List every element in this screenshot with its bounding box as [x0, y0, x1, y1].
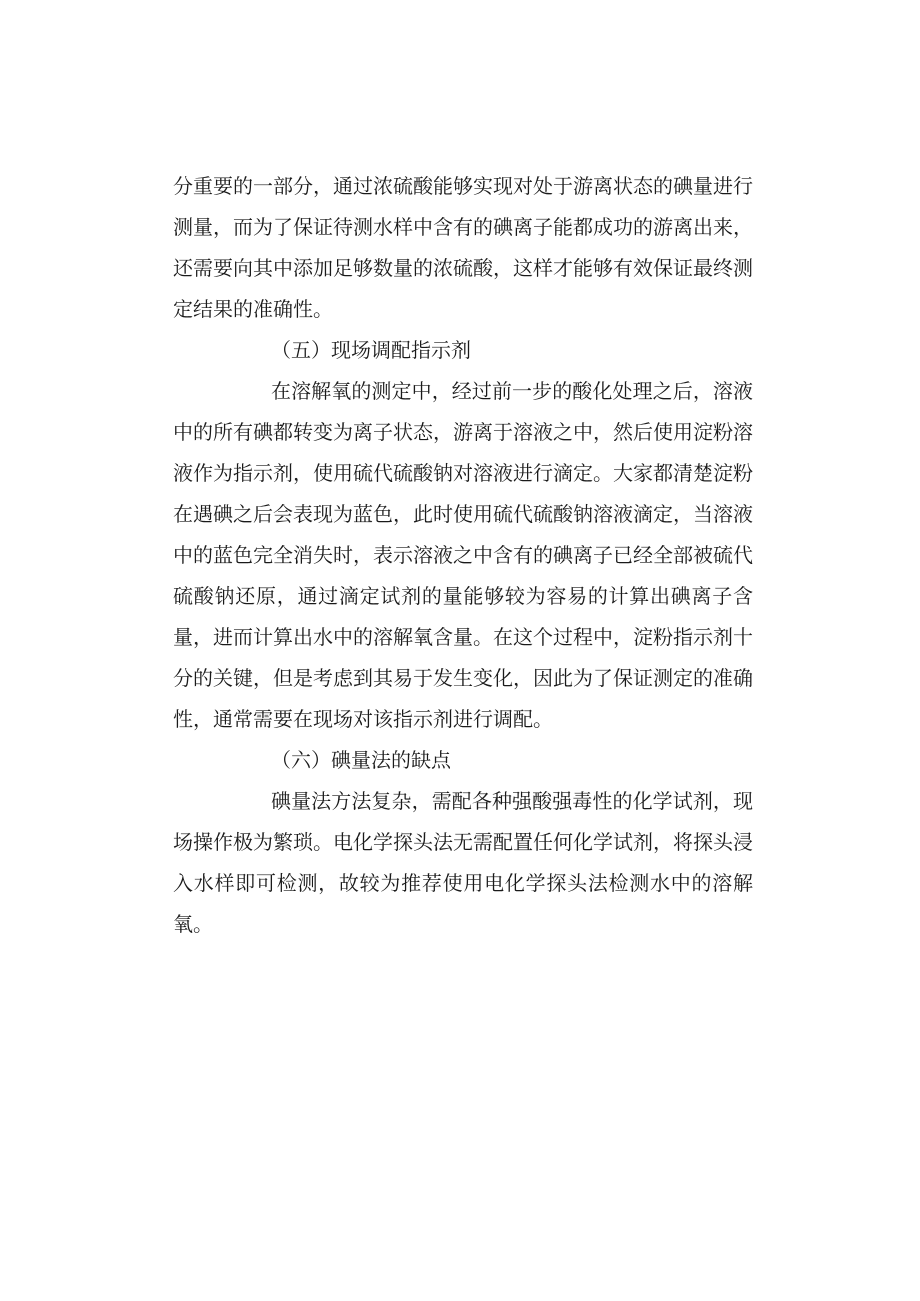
section-heading-five: （五）现场调配指示剂 [271, 338, 471, 362]
paragraph-indicator: 在溶解氧的测定中，经过前一步的酸化处理之后，溶液中的所有碘都转变为离子状态，游离于溶液之中，然后使用淀粉溶液作为指示剂，使用硫代硫酸钠对溶液进行滴定。大家都清楚淀粉在遇碘之后会表现为蓝色，此时使用硫代硫酸钠溶液滴定，当溶液中的蓝色完全消失时，表示溶液之中含有的碘离子已经全部被硫代硫酸钠还原，通过滴定试剂的量能够较为容易的计算出碘离子含量，进而计算出水中的溶解氧含量。在这个过程中，淀粉指示剂十分的关键，但是考虑到其易于发生变化，因此为了保证测定的准确性，通常需要在现场对该指示剂进行调配。 [173, 379, 753, 731]
section-heading-six: （六）碘量法的缺点 [271, 748, 451, 772]
document-body [173, 166, 753, 945]
paragraph-drawbacks: 碘量法方法复杂，需配各种强酸强毒性的化学试剂，现场操作极为繁琐。电化学探头法无需配置任何化学试剂，将探头浸入水样即可检测，故较为推荐使用电化学探头法检测水中的溶解氧。 [173, 789, 753, 936]
paragraph-continuation: 分重要的一部分，通过浓硫酸能够实现对处于游离状态的碘量进行测量，而为了保证待测水样中含有的碘离子能都成功的游离出来，还需要向其中添加足够数量的浓硫酸，这样才能够有效保证最终测定结果的准确性。 [173, 174, 753, 321]
